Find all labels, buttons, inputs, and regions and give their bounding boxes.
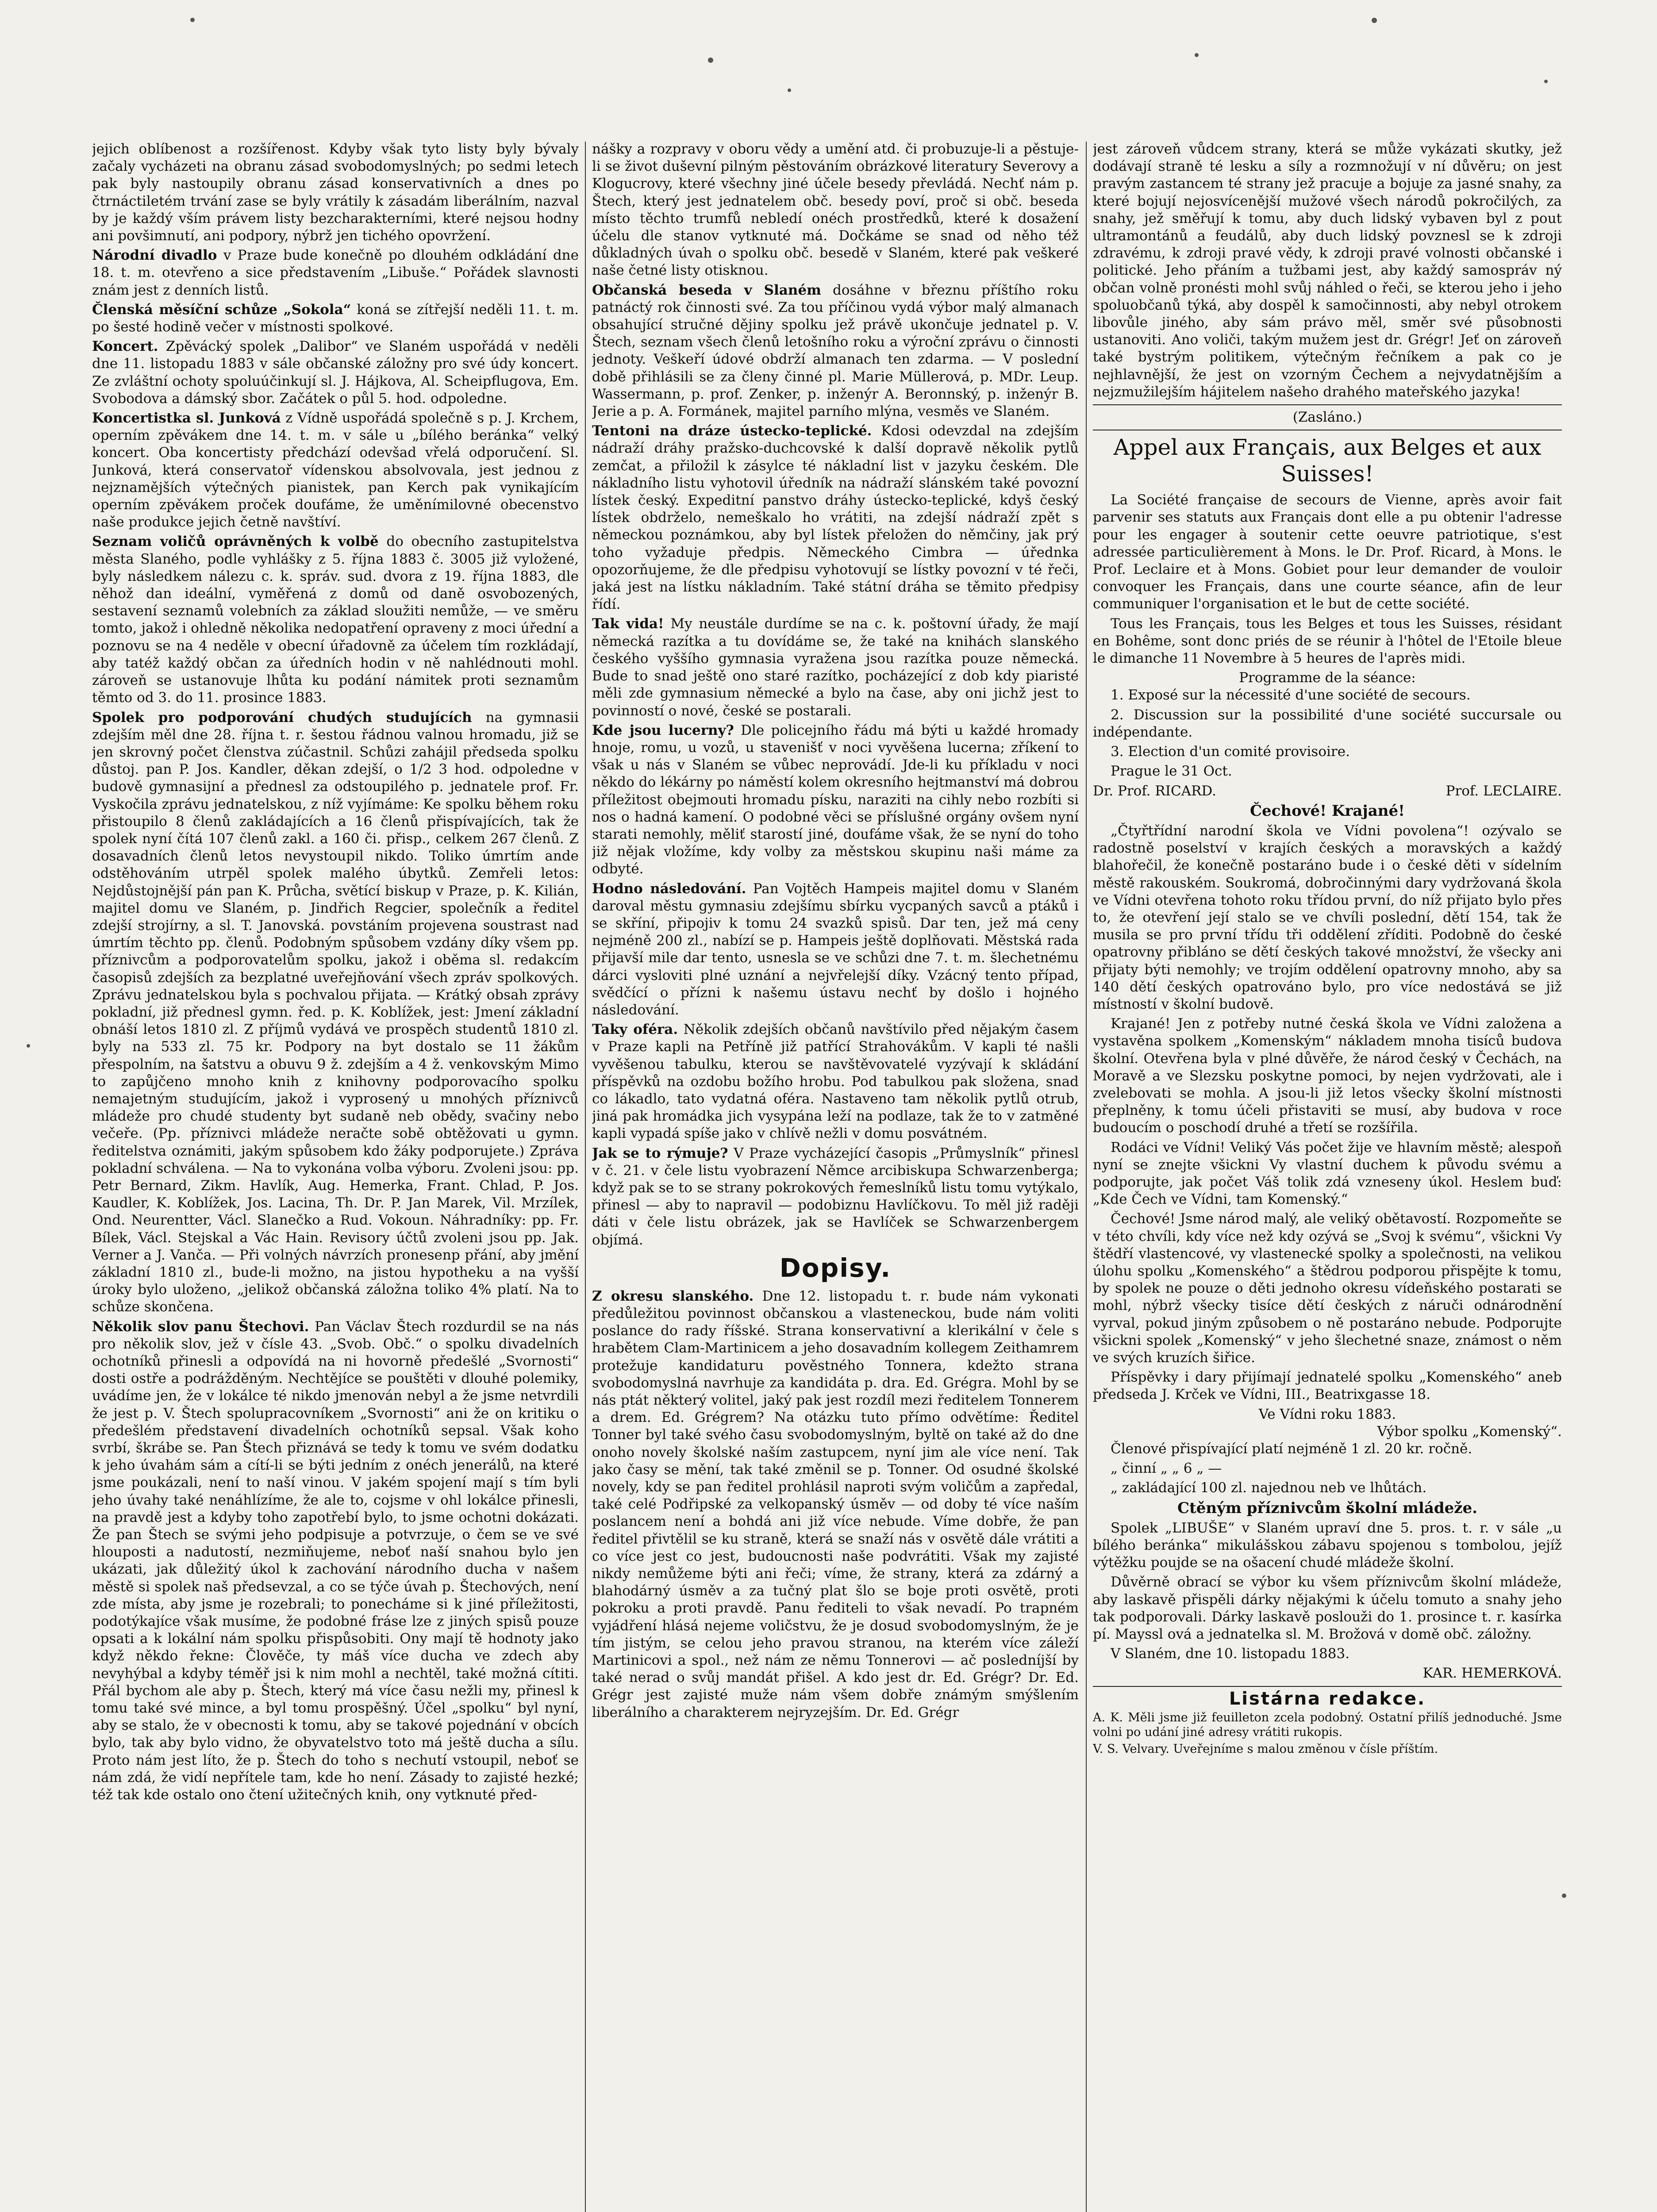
mailbox-entry: A. K. Měli jsme již feuilleton zcela podobný. Ostatní přilíš jednoduché. Jsme volni po udání jiné adresy vrátiti rukopis. <box>1093 1710 1562 1739</box>
article-text: My neustále durdíme se na c. k. poštovní úřady, že mají německá razítka a tu dovídáme se, že také na knihách slanského českého vyššího gymnasia vyražena jsou razítka pouze německá. Bude to snad ještě ono staré razítko, pocházející z dob kdy piaristé měli zde gymnasium německé a bylo na čase, aby oni jichž jest to povinností o nové, české se postarali. <box>592 616 1079 719</box>
article-text: V Slaném, dne 10. listopadu 1883. <box>1111 1646 1350 1662</box>
article-text: nášky a rozpravy v oboru vědy a umění atd. či probuzuje-li a pěstuje-li se život duševní pilným pěstováním obrázkové literatury Severovy a Klogucrovy, které všechny jiné účele besedy převládá. Nechť nám p. Štech, který jest jednatelem obč. besedy poví, proč si obč. beseda místo těchto trumfů nebledí onéch prostředků, které k dosažení účelu dle stanov vytknuté má. Dočkáme se snad od něho též důkladných úvah o spolku obč. besedě v Slaném, které pak veškeré naše četné listy otisknou. <box>592 141 1079 279</box>
article-paragraph <box>592 1288 1079 1721</box>
article-text: Pan Václav Štech rozdurdil se na nás pro několik slov, jež v čísle 43. „Svob. Obč.“ o spolku divadelních ochotníků přinesli a odpovídá na ni hovorně předešlé „Svornosti“ dosti ostře a podrážděným. Nechtějíce se pouštěti v dlouhé polemiky, uvádíme jen, že v lokálce té nikdo jmenován nebyl a že jsme netvrdili že jest p. V. Štech spolupracovníkem „Svornosti“ ani že on kritiku o předešlém představení divadelních ochotníků sepsal. Však koho svrbí, škrábe se. Pan Štech přiznává se tedy k tomu ve svém dodatku k jeho úvahám sám a cítí-li se býti jedním z onéch jenerálů, na které jsme poukázali, není to naší vinou. V jakém spojení mají s tím byli jeho úvahy také nenáhlízíme, že ale to, cojsme v ohl lokálce přinesli, na pravdě jest a kdyby toho zapotřebí bylo, to jsme ochotni dokázati. Že pan Štech se svými jeho podpisuje a potvrzuje, o čem se ve své hlouposti a nadutostí, nezmiňujeme, neboť naší snahou bylo jen ukázati, jak důležitý úkol k zachování národního ducha v našem městě si spolek naš předsevzal, a co se týče úvah p. Štechových, není zde místa, aby jsme je rozebrali; to ponecháme si k jiné příležitosti, podotýkajíce však musíme, že podobné fráse lze z jiných spisů pouze opsati a k lokální nám spolku přispůsobiti. Ony mají tě hodnoty jako když někdo řekne: Člověče, ty máš více ducha ve zdech aby nevyhýbal a kdyby téměř jsi k nim mohl a nechtěl, také možná cítiti. Přál bychom ale aby p. Štech, který má více času nežli my, přinesl k tomu také své mince, a byl tomu prospěšný. Účel „spolku“ byl nyní, aby se stalo, že v obecnosti k tomu, aby se takové pojednání v obcích bylo, tak aby bylo vidno, že obyvatelstvo toto má ještě ducha a sílu. Proto nám jest líto, že p. Štech do toho s nechutí vstoupil, neboť se nám zdá, že vidí nepřítele tam, kde ho není. Zásady to zajisté hezké; též tak kde ostalo ono čtení užitečných knih, ony vytknuté před- <box>92 1318 579 1803</box>
zaslano-label: (Zasláno.) <box>1292 409 1362 426</box>
article-paragraph <box>1093 492 1562 613</box>
article-paragraph <box>92 410 579 531</box>
article-paragraph <box>1093 1369 1562 1403</box>
article-text: na gymnasii zdejším měl dne 28. října t. r. šestou řádnou valnou hromadu, již se jen skrovný počet členstva zúčastnil. Schůzi zahájil předseda spolku důstoj. pan P. Jos. Kandler, děkan zdejší, o 1/2 3 hod. odpoledne v budově gymnasijní a přednesl za odstoupilého p. jednatele prof. Fr. Vyskočila zprávu jednatelskou, z níž vyjímáme: Ke spolku během roku přistoupilo 8 členů zakládajících a 16 členů přispívajících, tak že spolek nyní čítá 107 členů zakl. a 160 či. přisp., celkem 267 členů. Z dosavadních členů letos nevystoupil nikdo. Toliko úmrtím ande odstěhováním utrpěl spolek malého úbytků. Zemřeli letos: Nejdůstojnější pán pan K. Průcha, světící biskup v Praze, p. K. Kilián, majitel domu ve Slaném, p. Jindřich Regcier, společník a ředitel zdejší strojírny, a sl. T. Janovská. povstáním projevena soustrast nad úmrtím těchto pp. členů. Podobným spůsobem vzdány díky všem pp. příznivcům a podporovatelům spolku, jakož i oběma sl. redakcím časopisů zdejších za bezplatné uveřejňování všech zpráv spolkových. Zprávu jednatelskou byla s pochvalou přijata. — Krátký obsah zprávy pokladní, již přednesl gymn. řed. p. K. Koblížek, jest: Jmení základní obnáší letos 1810 zl. Z příjmů vydává ve prospěch studentů 1810 zl. byly na 533 zl. 75 kr. Podpory na byt dostalo se 11 žákům přespolním, na šatstvu a obuvu 9 ž. zdejším a 4 ž. venkovským Mimo to zapůjčeno mnoho knih z knihovny podporovacího spolku nemajetným studujícím, jakož i vyprosený u mnohých příznivců mládeže pro chudé studenty byt sudaně neb obědy, svačiny nebo večeře. (Pp. příznivci mládeže neračte sobě obtěžovati u gymn. ředitelstva oznámiti, jakým spůsobem kdo žáky podporujete.) Zpráva pokladní schválena. — Na to vykonána volba výboru. Zvoleni jsou: pp. Petr Bernard, Zikm. Havlík, Aug. Hemerka, Frant. Chlad, P. Jos. Kaudler, K. Koblížek, Jos. Lacina, Th. Dr. P. Jan Marek, Vil. Mrzílek, Ond. Neurentter, Václ. Slanečko a Rud. Vokoun. Náhradníky: pp. Fr. Bílek, Václ. Stejskal a Vác Hain. Revisory účtů zvoleni jsou pp. Jak. Verner a J. Vanča. — Při volných návrzích pronesenp přání, aby jmění základní 1810 zl., bude-li možno, na jistou hypotheku a na vyšší úroky bylo uloženo, „jelikož občanská záložna toliko 4% platí. Na to schůze skončena. <box>92 709 579 1315</box>
article-paragraph <box>1093 1479 1562 1497</box>
article-text: Dle policejního řádu má býti u každé hromady hnoje, romu, u vozů, u stavenišť v noci vyvěšena lucerna; zříkení to však u nás v Slaném se vůbec neprovádí. Jde-li ku příkladu v noci někdo do lékárny po náměstí kolem okresního hejtmanství má dobrou příležitost obejmouti hromadu písku, naraziti na cihly nebo rozbíti si nos o hadná kamení. O podobné věci se příslušné orgány ovšem nyní starati nemohly, měliť starostí jiné, doufáme však, že se nyní do toho již nějak vložíme, kdy volby za městskou skupinu naši máme za odbyté. <box>592 722 1079 877</box>
article-text: v Praze bude konečně po dlouhém odkládání dne 18. t. m. otevřeno a sice představením „Libuše.“ Pořádek slavnosti znám jest z denních listů. <box>92 247 579 298</box>
article-paragraph <box>1093 687 1562 704</box>
article-paragraph <box>1093 1015 1562 1137</box>
article-paragraph <box>92 533 579 707</box>
mailbox-entry: V. S. Velvary. Uveřejníme s malou změnou v čísle příštím. <box>1093 1742 1438 1756</box>
article-paragraph <box>1093 1460 1562 1477</box>
article-paragraph <box>1093 1520 1562 1572</box>
article-text: jest zároveň vůdcem strany, která se může vykázati skutky, jež dodávají straně té lesku a síly a rozmnožují v ní důvěru; on jest pravým zastancem té strany jež pracuje a bojuje za jasné snahy, za které bojují nejosvícenější mužové všech národů pokročilých, za snahy, jež směřují k tomu, aby duch lidský vybaven byl z pout ultramontánů a feudálů, aby duch lidský povznesl se k zdroji zdravému, k zdroji pravé vědy, k zdroji pravé volnosti občanské i politické. Jeho přáním a tužbami jest, aby každý samospráv ný občan volně pronésti mohl svůj náhled o řeči, se kterou jeho i jeho spoluobčanů týká, aby dospěl k samočinnosti, aby nebyl otrokem libovůle jiného, aby sám právo měl, směr své působnosti ustanoviti. Ano voliči, takým mužem jest dr. Grégr! Jeť on zároveň také bystrým politikem, výtečným řečníkem a pak co je nejhlavnější, že jest on vzorným Čechem a nejvydatnějším a nejzmužilejším hájitelem našeho drahého mateřského jazyka! <box>1093 141 1562 400</box>
article-text: 3. Election d'un comité provisoire. <box>1111 744 1350 760</box>
article-text: dosáhne v březnu příštího roku patnáctý rok činnosti své. Za tou příčinou vydá výbor malý almanach obsahující stručné dějiny spolku jež právě ukončuje jednatel p. V. Štech, seznam všech členů letošního roku a výroční zprávu o činnosti jednoty. Veškeří údové obdrží almanach ten zdarma. — V poslední době přihlásili se za členy činné pl. Marie Müllerová, p. MDr. Leup. Wassermann, p. prof. Zenker, p. inženýr A. Beronnský, p. inženýr B. Jerie a p. A. Formánek, majitel parního mlýna, vesměs ve Slaném. <box>592 282 1079 420</box>
article-text: Pan Vojtěch Hampeis majitel domu v Slaném daroval městu gymnasiu zdejšímu sbírku vycpaných savců a ptáků i se skříní, připojiv k tomu 24 svazků spisů. Dar ten, jež má ceny nejméně 200 zl., nabízí se p. Hampeis ještě doplňovati. Městská rada přijavší mile dar tento, usnesla se ve schůzi dne 7. t. m. šlechetnému dárci vysloviti plné uznání a nejvřelejší díky. Vzácný tento případ, svědčící o přízni k našemu ústavu nechť by došlo i hojného následování. <box>592 880 1079 1018</box>
article-paragraph <box>592 1021 1079 1142</box>
article-lead: Tak vida! <box>592 616 664 632</box>
signature-left: Dr. Prof. RICARD. <box>1093 783 1217 799</box>
article-lead: Členská měsíční schůze „Sokola“ <box>92 301 351 318</box>
article-paragraph <box>1093 141 1562 401</box>
article-paragraph <box>92 1318 579 1804</box>
article-paragraph <box>592 1145 1079 1249</box>
article-lead: Kde jsou lucerny? <box>592 722 734 738</box>
article-paragraph <box>92 709 579 1316</box>
centered-line: Ve Vídni roku 1883. <box>1258 1406 1396 1422</box>
article-text: „Čtyřtřídní narodní škola ve Vídni povolena“! ozývalo se radostně poselství v krajích českých a moravských a každý blahořečil, že konečně postaráno bude i o české děti v sídelním městě rakouském. Soukromá, dobročinnými dary vydržovaná škola ve Vídni otevřena tohoto roku třídou první, do níž přijato bylo přes to, že otevření její stalo se ve chvíli poslední, dětí 154, tak že musila se pro první třídu tři oddělení zříditi. Podobně do české opatrovny přibláno se dětí českých takové množství, že všecky ani přijaty býti nemohly; ve trojím oddělení opatrovny mnoho, aby sa 140 dětí českých opatrováno bylo, pro více nedostává se již místností v školní budově. <box>1093 822 1562 1012</box>
article-paragraph <box>92 141 579 245</box>
notice-title: Čechové! Krajané! <box>1249 802 1405 820</box>
signature-line: KAR. HEMERKOVÁ. <box>1422 1665 1562 1682</box>
article-paragraph <box>592 880 1079 1019</box>
column-divider <box>585 142 586 2212</box>
article-text: Důvěrně obrací se výbor ku všem příznivcům školní mládeže, aby laskavě přispěli dárky nějakými k účelu tomuto a snahy jeho tak podporovali. Dárky laskavě poslouži do 1. prosince t. r. kasírka pí. Mayssl ová a jednatelka sl. M. Brožová v domě obč. záložny. <box>1093 1574 1562 1643</box>
appeal-heading: Appel aux Français, aux Belges et aux Suisses! <box>1113 434 1542 487</box>
article-text: do obecního zastupitelstva města Slaného, podle vyhlášky z 5. října 1883 č. 3005 již vyložené, byly následkem nálezu c. k. správ. sud. dvora z 19. října 1883, dle něhož dan ideální, vyměřená z domů od daně osvobozených, sestavení seznamů volebních za základ sloužiti nemůže, — ve směru tomto, jakož i ohledně několika nedopatření opraveny z moci úřední a poznovu se na 4 neděle v obecní úřadovně za účelem tím rozkládají, aby tatéž každý občan za úředních hodin v ně nahlédnouti mohl. zároveň se ustanovuje lhůta ku podání námitek proti seznamům těmto od 3. do 11. prosince 1883. <box>92 534 579 706</box>
article-paragraph <box>1093 707 1562 741</box>
article-paragraph <box>1093 1139 1562 1209</box>
article-paragraph <box>592 282 1079 421</box>
article-text: Příspěvky i dary přijímají jednatelé spolku „Komenského“ aneb předseda J. Krček ve Vídni, III., Beatrixgasse 18. <box>1093 1369 1562 1403</box>
article-text: Rodáci ve Vídni! Veliký Vás počet žije ve hlavním městě; alespoň nyní se znejte všickni Vy vlastní duchem k původu svému a podporujte, jak počet Váš tolik zdá vzneseny úkol. Heslem buď: „Kde Čech ve Vídni, tam Komenský.“ <box>1093 1139 1562 1208</box>
article-text: Kdosi odevzdal na zdejším nádraží dráhy pražsko-duchcovské k další dopravě několik pytlů zemčat, a přiložil k zásylce té nákladní list v jazyku českém. Dle nákladního listu vyhotovil úředník na nádraží slánském také povozní lístek český. Expeditní panstvo dráhy ústecko-teplické, kdyš český lístek obdrželo, nemeškalo ho vrátiti, na zdejší nádraží zpět s německou poznámkou, aby byl lístek přeložen do němčiny, jak prý toho vyžaduje předpis. Německého Cimbra — úřednka opozorňujeme, že dle předpisu vyhotovují se lístky povozní v té řeči, jaká jest na lístku nákladním. Také státní dráha se těmito předpisy řídí. <box>592 423 1079 613</box>
article-paragraph <box>592 422 1079 613</box>
article-lead: Koncertistka sl. Junková <box>92 410 281 426</box>
column-1 <box>92 141 579 2212</box>
article-paragraph <box>1093 763 1562 780</box>
article-lead: Jak se to rýmuje? <box>592 1145 728 1161</box>
article-paragraph <box>1093 743 1562 760</box>
article-lead: Taky oféra. <box>592 1022 678 1038</box>
article-text: z Vídně uspořádá společně s p. J. Krchem, operním zpěvákem dne 14. t. m. v sále u „bílého beránka“ velký koncert. Oba koncertisty předchází odevšad vřelá odporučení. Sl. Junková, která conservatoř vídenskou absolvovala, jest jednou z nejznamějších výtečných pianistek, pan Kerch pak vynikajícím operním zpěvákem proček doufáme, že uměnímilovné obecenstvo naše produkce jejich četně navštíví. <box>92 410 579 530</box>
article-lead: Z okresu slanského. <box>592 1288 754 1304</box>
article-text: Několik zdejších občanů navštívilo před nějakým časem v Praze kapli na Petříně již patřící Strahovákům. V kapli té našli vyvěšenou tabulku, kterou se navštěvovatelé vyzývají k skládání příspěvků na ozdobu božího hrobu. Pod tabulkou pak složena, snad co lákadlo, tato vydatná oféra. Nastaveno tam několik pytlů otrub, jiná pak hromádka jich vysypána leží na podlaze, tak že to v zatměné kapli vypadá spíše jako v chlívě nežli v domu posvátném. <box>592 1022 1079 1142</box>
notice-title: Ctěným příznivcům školní mládeže. <box>1177 1499 1478 1517</box>
article-paragraph <box>92 301 579 336</box>
article-paragraph <box>92 338 579 407</box>
article-lead: Koncert. <box>92 338 158 355</box>
article-paragraph <box>592 722 1079 878</box>
rule <box>1093 404 1562 405</box>
signatures <box>1093 783 1562 800</box>
article-paragraph <box>1093 1645 1562 1663</box>
article-paragraph <box>1093 615 1562 668</box>
article-paragraph <box>592 141 1079 280</box>
article-lead: Spolek pro podporování chudých studujících <box>92 709 472 726</box>
article-text: Prague le 31 Oct. <box>1111 763 1232 780</box>
article-text: V Praze vycházející časopis „Průmyslník“ přinesl v č. 21. v čele listu vyobrazení Němce arcibiskupa Schwarzenberga; když pak se to se strany pokrokových řemeslníků listu tomu vytýkalo, přinesl — aby to napravil — podobiznu Havlíčkovu. To měl již raději dáti v čele listu obrázek, jak se Havlíček se Schwarzenbergem objímá. <box>592 1145 1079 1248</box>
article-lead: Občanská beseda v Slaném <box>592 282 821 298</box>
centered-line: Programme de la séance: <box>1239 670 1416 686</box>
article-text: jejich oblíbenost a rozšířenost. Kdyby však tyto listy byly bývaly začaly vycházeti na obranu zásad svobodomyslných; po sedmi letech pak byly nastoupily obranu zásad konservativních a dnes po čtrnáctiletém trvání zase se byly vrátily k zásadám liberálním, nazval by je každý vším právem listy bezcharakterními, které nejsou hodny ani povšimnutí, ani podpory, nýbrž jen tichého opovržení. <box>92 141 579 244</box>
signature-line: Výbor spolku „Komenský“. <box>1377 1423 1562 1440</box>
column-2 <box>592 141 1079 2212</box>
article-paragraph <box>1093 1574 1562 1643</box>
column-3 <box>1093 141 1562 2212</box>
article-text: Zpěvácký spolek „Dalibor“ ve Slaném uspořádá v neděli dne 11. listopadu 1883 v sále občanské záložny pro své údy koncert. Ze zvláštní ochoty spoluúčinkují sl. J. Hájkova, Al. Scheipflugova, Em. Svobodova a dámský sbor. Začátek o půl 5. hod. odpoledne. <box>92 338 579 407</box>
editorial-mailbox-heading: Listárna redakce. <box>1229 1688 1426 1709</box>
article-lead: Tentoni na dráze ústecko-teplické. <box>592 423 872 439</box>
article-text: „ zakládající 100 zl. najednou neb ve lhůtách. <box>1111 1480 1427 1496</box>
article-paragraph <box>92 247 579 299</box>
article-lead: Několik slov panu Štechovi. <box>92 1318 309 1335</box>
article-lead: Hodno následování. <box>592 880 746 897</box>
column-divider <box>1086 142 1087 2212</box>
article-paragraph <box>592 615 1079 719</box>
article-text: Krajané! Jen z potřeby nutné česká škola ve Vídni založena a vystavěna spolkem „Komenským“ nákladem mnoha tisíců budova školní. Otevřena byla v plné důvěře, že národ český v Čechách, na Moravě a ve Slezsku poskytne pomoci, by nejen vydržovati, ale i zvelebovati se mohla. A jsou-li již letos všecky školní místnosti přeplněny, k tomu účeli přistaviti se musí, aby budova v roce budoucím o poschodí druhé a třetí se rozšířila. <box>1093 1016 1562 1136</box>
section-heading: Dopisy. <box>779 1252 892 1283</box>
rule <box>1093 1686 1562 1687</box>
article-text: Tous les Français, tous les Belges et tous les Suisses, résidant en Bohême, sont donc priés de se réunir à l'hôtel de l'Etoile bleue le dimanche 11 Novembre à 5 heures de l'après midi. <box>1093 615 1562 667</box>
article-text: koná se zítřejší neděli 11. t. m. po šesté hodině večer v místnosti spolkové. <box>92 301 579 335</box>
article-text: „ činní „ „ 6 „ — <box>1111 1460 1222 1477</box>
article-paragraph <box>1093 1210 1562 1367</box>
article-lead: Národní divadlo <box>92 247 217 264</box>
article-lead: Seznam voličů oprávněných k volbě <box>92 534 379 550</box>
article-text: 1. Exposé sur la nécessité d'une société de secours. <box>1111 687 1471 703</box>
article-paragraph <box>1093 1440 1562 1458</box>
signature-right: Prof. LECLAIRE. <box>1446 783 1562 799</box>
article-text: 2. Discussion sur la possibilité d'une société succursale ou indépendante. <box>1093 707 1562 740</box>
article-text: La Société française de secours de Vienne, après avoir fait parvenir ses statuts aux Français dont elle a pu obtenir l'adresse pour les engager à soutenir cette oeuvre patriotique, s'est adressée particulièrement à Mons. le Dr. Prof. Ricard, à Mons. le Prof. Leclaire et à Mons. Gobiet pour leur demander de vouloir convoquer les Français, dans une courte séance, afin de leur communiquer l'organisation et le but de cette société. <box>1093 492 1562 612</box>
article-text: Spolek „LIBUŠE“ v Slaném upraví dne 5. pros. t. r. v sále „u bílého beránka“ mikulášskou zábavu spojenou s tombolou, jejíž výtěžku poujde se na ošacení chudé mládeže školní. <box>1093 1520 1562 1571</box>
article-text: Čechové! Jsme národ malý, ale veliký obětavostí. Rozpomeňte se v této chvíli, kdy více než kdy ozývá se „Svoj k svému“, všickni Vy štědří vlastencové, vy vlastenecké spolky a společnosti, na velikou úlohu spolku „Komenského“ a štědrou podporou přispějte k tomu, by spolek ne pouze o děti jednoho okresu vídeňského postarati se mohl, nýbrž všecky tisíce dětí českých z náruči odnárodnění vyrval, pokud jiným způsobem o ně postaráno nebude. Podporujte všickni spolek „Komenský“ v jeho šlechetné snaze, známost o něm ve svých kruzích šiřice. <box>1093 1211 1562 1366</box>
article-text: Dne 12. listopadu t. r. bude nám vykonati předůležitou povinnost občanskou a vlasteneckou, bude nám voliti poslance do rady říšské. Strana konservativní a klerikální v čele s hrabětem Clam-Martinicem a jeho dosavadním kollegem Zeithamrem protežuje kandidaturu pověstného Tonnera, kdežto strana svobodomyslná navrhuje za kandidáta p. dra. Ed. Grégra. Mohl by se nás ptát některý volitel, jaký pak jest rozdíl mezi ředitelem Tonnerem a drem. Ed. Grégrem? Na otázku tuto přímo odvětíme: Ředitel Tonner byl také svého času svobodomyslným, byltě on také až do dne onoho novely školské naším zastupcem, nyní jim ale více není. Tak jako časy se mění, tak také změnil se p. Tonner. Od osudné školské novely, kdy se pan ředitel prohlásil naproti svým voličům a zapředal, také celé Podřipské za velkopanský úsměv — od doby té více naším poslancem není a bohdá ani již více nebude. Víme dobře, že pan ředitel přivtělil se ku straně, která se snaží nás v osvětě dále vrátiti a co více jest co jest, budoucnosti naše podvrátiti. Však my zajisté nikdy nemůžeme býti ani řeči; víme, že strany, která za zdárný a blahodárný úsměv a za tučný plat šlo se boje proti osvětě, proti pokroku a proti pravdě. Panu řediteli to však nevadí. Po trapném vyjádření hlásá nejeme voličstvu, že je dosud svobodomyslným, že je tím jistým, se celou jeho pravou stranou, na kterém více záleží Martinicovi a spol., než nám ze němu Tonnerovi — ač posledníjší by také nerad o svůj mandát přišel. A kdo jest dr. Ed. Grégr? Dr. Ed. Grégr jest zajisté muže nám všem dobře známým smýšlením liberálního a charakterem nejryzejším. Dr. Ed. Grégr <box>592 1288 1079 1720</box>
article-paragraph <box>1093 822 1562 1013</box>
article-text: Členové přispívající platí nejméně 1 zl. 20 kr. ročně. <box>1111 1441 1472 1457</box>
